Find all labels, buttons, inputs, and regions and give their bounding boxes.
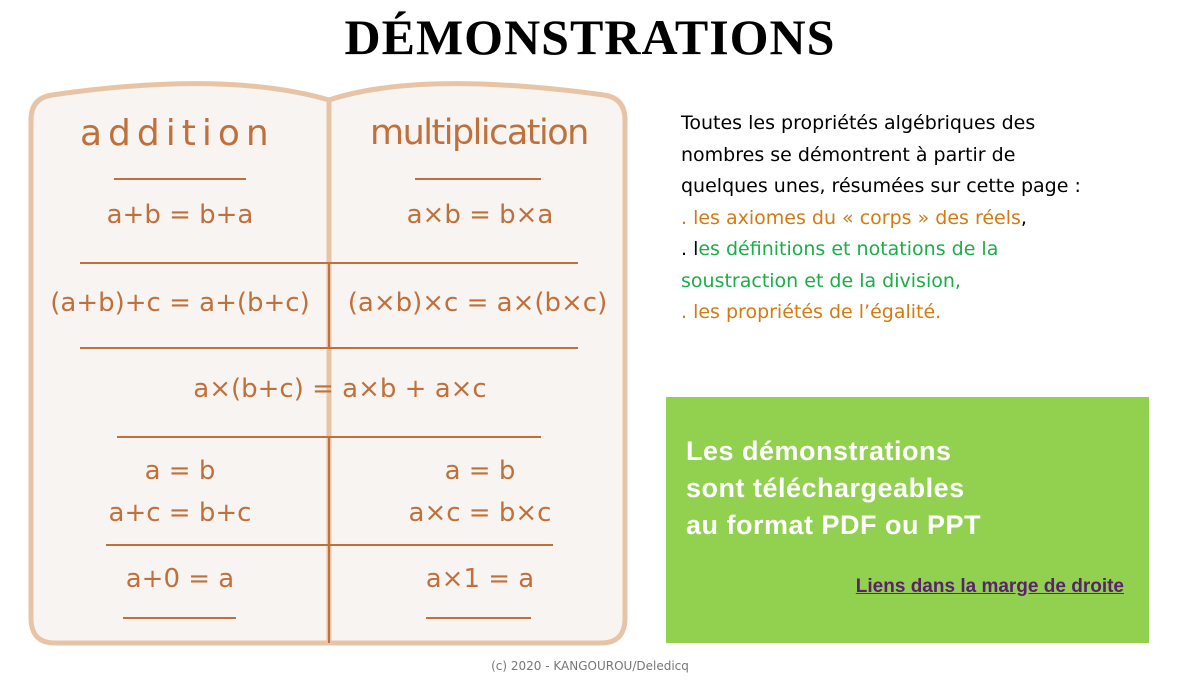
- intro-item-axioms-text: . les axiomes du « corps » des réels: [681, 206, 1021, 229]
- intro-item-axioms: [681, 203, 1161, 235]
- intro-line-3: quelques unes, résumées sur cette page :: [681, 175, 1081, 197]
- download-link[interactable]: Liens dans la marge de droite: [855, 576, 1124, 597]
- intro-item-definitions: [681, 234, 1161, 266]
- tablet-right-page: [329, 84, 625, 643]
- formula-mul-equality-result: a×c = b×c: [408, 498, 552, 528]
- formula-distributive: a×(b+c) = a×b + a×c: [193, 374, 487, 404]
- heading-multiplication: multiplication: [370, 113, 588, 153]
- formula-add-equality-result: a+c = b+c: [108, 498, 252, 528]
- intro-item-axioms-comma: ,: [1020, 206, 1027, 229]
- download-text: [686, 433, 981, 544]
- intro-line-2: nombres se démontrent à partir de: [681, 143, 1016, 166]
- intro-item-definitions-text: es définitions et notations de la: [698, 238, 999, 260]
- heading-addition: addition: [80, 113, 275, 154]
- intro-item-definitions-prefix: . l: [681, 238, 699, 260]
- copyright: (c) 2020 - KANGOUROU/Deledicq: [491, 659, 689, 673]
- intro-item-equality: . les propriétés de l’égalité.: [681, 301, 942, 323]
- download-line-2: sont téléchargeables: [686, 473, 965, 503]
- intro-line-1: Toutes les propriétés algébriques des: [681, 112, 1036, 134]
- formula-mul-associative: (a×b)×c = a×(b×c): [347, 288, 608, 318]
- page-title: DÉMONSTRATIONS: [344, 9, 836, 65]
- formula-add-associative: (a+b)+c = a+(b+c): [50, 288, 310, 318]
- formula-mul-equality-premise: a = b: [444, 456, 516, 486]
- formula-add-neutral: a+0 = a: [125, 564, 235, 594]
- formula-add-equality-premise: a = b: [144, 456, 216, 486]
- formula-mul-commutative: a×b = b×a: [406, 200, 554, 230]
- formula-mul-neutral: a×1 = a: [425, 564, 535, 594]
- intro-item-definitions-line-2: soustraction et de la division,: [681, 269, 961, 292]
- download-line-3: au format PDF ou PPT: [686, 510, 982, 540]
- formula-add-commutative: a+b = b+a: [106, 200, 254, 230]
- tablet-left-page: [31, 84, 329, 643]
- download-line-1: Les démonstrations: [686, 436, 952, 466]
- intro-text: [681, 108, 1161, 329]
